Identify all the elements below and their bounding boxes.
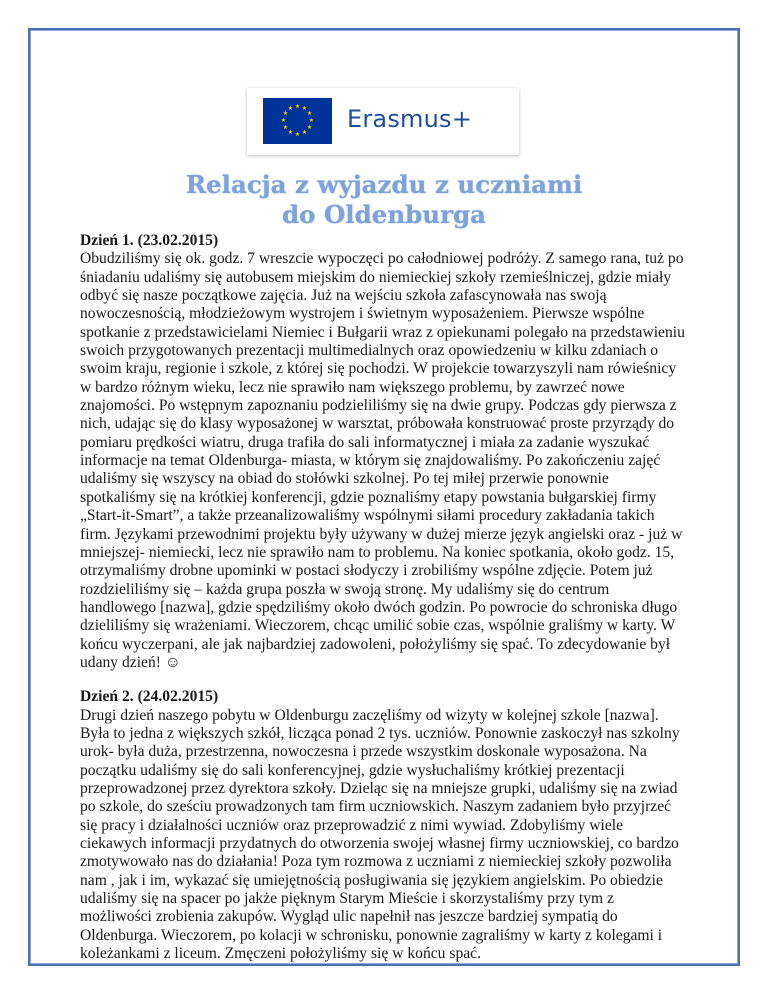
day-2-heading: Dzień 2. (24.02.2015)	[80, 688, 219, 706]
day-1-paragraph: Obudziliśmy się ok. godz. 7 wreszcie wypoczęci po całodniowej podróży. Z samego rana, tuż po śniadaniu udaliśmy się autobusem miejskim do niemieckiej szkoły rzemieślniczej, gdzie miały odbyć się nasze początkowe zajęcia. Już na wejściu szkoła zafascynowała nas swoją nowoczesnością, młodzieżowym wystrojem i świetnym wyposażeniem. Pierwsze wspólne spotkanie z przedstawicielami Niemiec i Bułgarii wraz z opiekunami polegało na przedstawieniu swoich przygotowanych prezentacji multimedialnych oraz opowiedzeniu w kilku zdaniach o swoim kraju, regionie i szkole, z której się pochodzi. W projekcie towarzyszyli nam rówieśnicy w bardzo różnym wieku, lecz nie sprawiło nam większego problemu, by zawrzeć nowe znajomości. Po wstępnym zapoznaniu podzieliliśmy się na dwie grupy. Podczas gdy pierwsza z nich, udając się do klasy wyposażonej w warsztat, próbowała konstruować proste przyrządy do pomiaru prędkości wiatru, druga trafiła do sali informatycznej i miała za zadanie wyszukać informacje na temat Oldenburga- miasta, w którym się znajdowaliśmy. Po zakończeniu zajęć udaliśmy się wszyscy na obiad do stołówki szkolnej. Po tej miłej przerwie ponownie spotkaliśmy się na krótkiej konferencji, gdzie poznaliśmy etapy powstania bułgarskiej firmy „Start-it-Smart”, a także przeanalizowaliśmy wspólnymi siłami procedury zakładania takich firm. Językami przewodnimi projektu były używany w dużej mierze język angielski oraz - już w mniejszej- niemiecki, lecz nie sprawiło nam to problemu. Na koniec spotkania, około godz. 15, otrzymaliśmy drobne upominki w postaci słodyczy i zrobiliśmy wspólne zdjęcie. Potem już rozdzieliliśmy się – każda grupa poszła w swoją stronę. My udaliśmy się do centrum handlowego [nazwa], gdzie spędziliśmy około dwóch godzin. Po powrocie do schroniska długo dzieliliśmy się wrażeniami. Wieczorem, chcąc umilić sobie czas, wspólnie graliśmy w karty. W końcu wyczerpani, ale jak najbardziej zadowoleni, położyliśmy się spać. To zdecydowanie był udany dzień! ☺	[80, 250, 685, 671]
erasmus-plus-wordmark: Erasmus+	[347, 105, 473, 133]
section-spacer	[80, 672, 685, 688]
report-body	[80, 232, 685, 963]
svg-text:★: ★	[306, 110, 313, 117]
svg-text:★: ★	[306, 124, 313, 131]
eu-flag-icon	[263, 98, 332, 144]
svg-text:★: ★	[287, 104, 294, 112]
svg-text:★: ★	[294, 103, 301, 110]
page-title	[60, 170, 708, 230]
svg-text:★: ★	[301, 104, 308, 112]
title-line-2: do Oldenburga	[281, 200, 487, 229]
svg-text:★: ★	[287, 129, 294, 137]
svg-text:★: ★	[282, 110, 289, 117]
day-2-paragraph: Drugi dzień naszego pobytu w Oldenburgu zaczęliśmy od wizyty w kolejnej szkole [nazwa]. Była to jedna z większych szkół, licząca ponad 2 tys. uczniów. Ponownie zaskoczył nas szkolny urok- była duża, przestrzenna, nowoczesna i przede wszystkim doskonale wyposażona. Na początku udaliśmy się do sali konferencyjnej, gdzie wysłuchaliśmy krótkiej prezentacji przeprowadzonej przez dyrektora szkoły. Dzieląc się na mniejsze grupki, udaliśmy się na zwiad po szkole, do sześciu prowadzonych tam firm uczniowskich. Naszym zadaniem było przyjrzeć się pracy i działalności uczniów oraz przeprowadzić z nimi wywiad. Zdobyliśmy wiele ciekawych informacji przydatnych do otworzenia swojej własnej firmy uczniowskiej, co bardzo zmotywowało nas do działania! Poza tym rozmowa z uczniami z niemieckiej szkoły pozwoliła nam , jak i im, wykazać się umiejętnością posługiwania się językiem angielskim. Po obiedzie udaliśmy się na spacer po jakże pięknym Starym Mieście i skorzystaliśmy przy tym z możliwości zrobienia zakupów. Wygląd ulic napełnił nas jeszcze bardziej sympatią do Oldenburga. Wieczorem, po kolacji w schronisku, ponownie zagraliśmy w karty z kolegami i koleżankami z liceum. Zmęczeni położyliśmy się w końcu spać.	[80, 706, 680, 963]
erasmus-plus-logo	[247, 88, 519, 155]
day-1-heading: Dzień 1. (23.02.2015)	[80, 232, 219, 249]
svg-text:★: ★	[308, 117, 315, 124]
title-line-1: Relacja z wyjazdu z uczniami	[185, 170, 583, 199]
svg-text:★: ★	[294, 131, 301, 138]
svg-text:★: ★	[282, 124, 289, 131]
svg-text:★: ★	[280, 117, 287, 124]
svg-text:★: ★	[301, 129, 308, 137]
